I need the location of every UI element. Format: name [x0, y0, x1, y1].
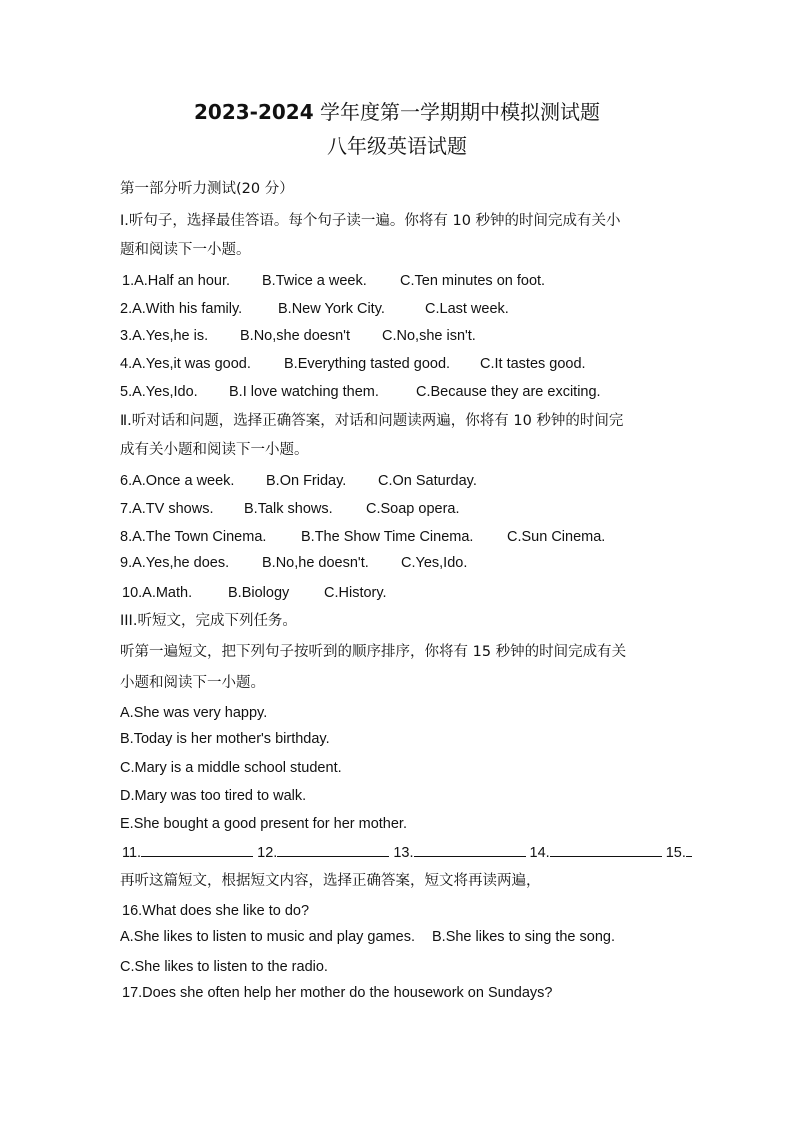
blank-15-line[interactable] [686, 842, 692, 857]
q8-option-c: C.Sun Cinema. [507, 529, 606, 545]
q4-option-c: C.It tastes good. [480, 356, 586, 372]
sentence-b: B.Today is her mother's birthday. [120, 731, 330, 747]
section3-instruction-line1: 听第一遍短文，把下列句子按听到的顺序排序，你将有 15 秒钟的时间完成有关 [120, 644, 627, 660]
q8-option-b: B.The Show Time Cinema. [301, 529, 474, 545]
q7-option-b: B.Talk shows. [244, 501, 333, 517]
question-10 [122, 584, 387, 602]
q3-option-b: B.No,she doesn't [240, 328, 350, 344]
question-1 [122, 272, 545, 290]
q1-option-b: B.Twice a week. [262, 273, 367, 289]
question-9 [120, 554, 467, 572]
blank-14-label: 14. [529, 845, 550, 861]
sentence-d: D.Mary was too tired to walk. [120, 788, 307, 804]
q3-option-c: C.No,she isn't. [382, 328, 476, 344]
title-year: 2023-2024 [194, 100, 314, 124]
section3-heading: III.听短文，完成下列任务。 [120, 613, 297, 629]
question-4 [120, 355, 586, 373]
exam-subtitle: 八年级英语试题 [327, 134, 467, 158]
section2-instruction-line2: 成有关小题和阅读下一小题。 [120, 442, 309, 458]
question-8 [120, 528, 605, 546]
q7-option-c: C.Soap opera. [366, 501, 460, 517]
section3-instruction-line2: 小题和阅读下一小题。 [120, 675, 265, 691]
q8-option-a: 8.A.The Town Cinema. [120, 529, 267, 545]
question-2 [120, 300, 509, 318]
exam-title [0, 96, 794, 125]
q2-option-a: 2.A.With his family. [120, 301, 243, 317]
q16-option-a: A.She likes to listen to music and play games. [120, 929, 415, 945]
q10-option-a: 10.A.Math. [122, 585, 193, 601]
q9-option-a: 9.A.Yes,he does. [120, 555, 230, 571]
q5-option-a: 5.A.Yes,Ido. [120, 384, 198, 400]
answer-blanks-row [122, 842, 692, 862]
blank-14-line[interactable] [550, 842, 662, 857]
q1-option-c: C.Ten minutes on foot. [400, 273, 546, 289]
q16-option-b: B.She likes to sing the song. [432, 929, 615, 945]
q6-option-a: 6.A.Once a week. [120, 473, 235, 489]
question-7 [120, 500, 460, 518]
blank-15-label: 15. [665, 845, 686, 861]
q2-option-c: C.Last week. [425, 301, 509, 317]
blank-12-line[interactable] [277, 842, 389, 857]
question-6 [120, 472, 477, 490]
q9-option-c: C.Yes,Ido. [401, 555, 468, 571]
q10-option-c: C.History. [324, 585, 387, 601]
q16-option-c: C.She likes to listen to the radio. [120, 959, 328, 975]
blank-13-label: 13. [393, 845, 414, 861]
question-16: 16.What does she like to do? [122, 903, 310, 919]
question-16-options [120, 928, 615, 946]
blank-12-label: 12. [257, 845, 278, 861]
q6-option-b: B.On Friday. [266, 473, 347, 489]
title-text: 学年度第一学期期中模拟测试题 [313, 100, 600, 124]
question-17: 17.Does she often help her mother do the housework on Sundays? [122, 985, 553, 1001]
q5-option-b: B.I love watching them. [229, 384, 379, 400]
section3-instruction-line3: 再听这篇短文，根据短文内容，选择正确答案，短文将再读两遍， [120, 873, 541, 889]
q6-option-c: C.On Saturday. [378, 473, 477, 489]
question-3 [120, 327, 476, 345]
sentence-a: A.She was very happy. [120, 705, 268, 721]
q10-option-b: B.Biology [228, 585, 290, 601]
q4-option-b: B.Everything tasted good. [284, 356, 451, 372]
q4-option-a: 4.A.Yes,it was good. [120, 356, 251, 372]
sentence-e: E.She bought a good present for her mother. [120, 816, 407, 832]
q1-option-a: 1.A.Half an hour. [122, 273, 231, 289]
section1-instruction-line1: I.听句子，选择最佳答语。每个句子读一遍。你将有 10 秒钟的时间完成有关小 [120, 213, 621, 229]
q5-option-c: C.Because they are exciting. [416, 384, 601, 400]
blank-13-line[interactable] [414, 842, 526, 857]
section2-instruction-line1: Ⅱ.听对话和问题，选择正确答案，对话和问题读两遍，你将有 10 秒钟的时间完 [120, 413, 624, 429]
blank-11-label: 11. [122, 845, 142, 861]
question-5 [120, 383, 601, 401]
sentence-c: C.Mary is a middle school student. [120, 760, 342, 776]
q3-option-a: 3.A.Yes,he is. [120, 328, 209, 344]
blank-11-line[interactable] [141, 842, 253, 857]
part1-heading: 第一部分听力测试(20 分） [120, 181, 294, 197]
q9-option-b: B.No,he doesn't. [262, 555, 369, 571]
q7-option-a: 7.A.TV shows. [120, 501, 214, 517]
section1-instruction-line2: 题和阅读下一小题。 [120, 242, 251, 258]
q2-option-b: B.New York City. [278, 301, 385, 317]
